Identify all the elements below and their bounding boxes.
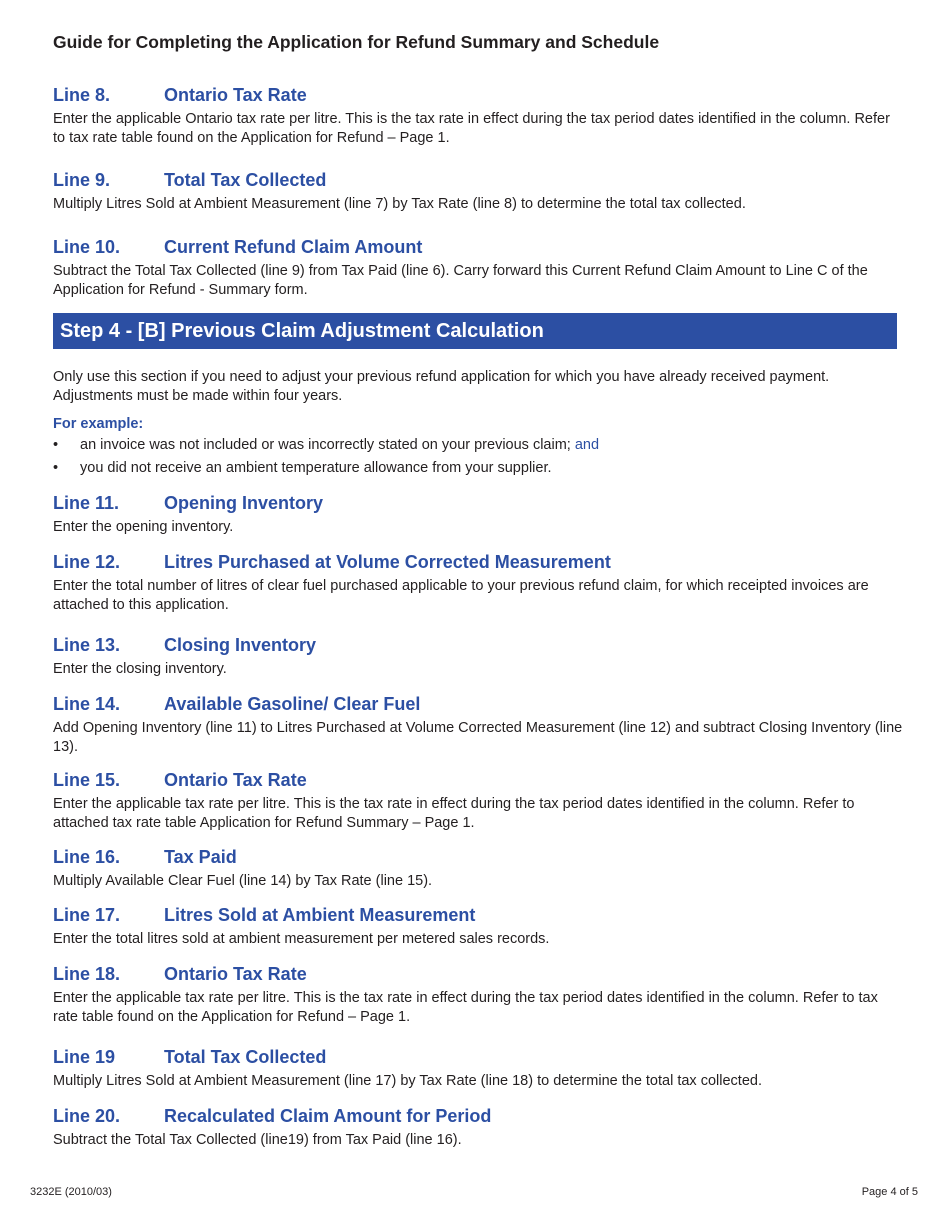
line-number: Line 14. (53, 694, 121, 714)
bullet-icon: • (53, 437, 59, 453)
line-description: Multiply Litres Sold at Ambient Measurement (line 7) by Tax Rate (line 8) to determine the total tax collected. (53, 196, 746, 212)
line-description: Enter the total litres sold at ambient measurement per metered sales records. (53, 931, 550, 947)
line-title: Total Tax Collected (164, 170, 327, 190)
list-item-suffix: and (570, 437, 600, 453)
line-heading (53, 1105, 903, 1127)
example-label: For example: (53, 416, 144, 432)
line-number: Line 8. (53, 85, 111, 105)
line-number: Line 9. (53, 170, 111, 190)
line-heading (53, 1046, 903, 1068)
line-9-section (53, 169, 903, 214)
line-heading (53, 904, 903, 926)
line-description: Add Opening Inventory (line 11) to Litres Purchased at Volume Corrected Measurement (line 12) and subtract Closing Inventory (line 13). (53, 720, 903, 755)
line-heading (53, 963, 903, 985)
line-number: Line 10. (53, 237, 121, 257)
line-18-section (53, 963, 903, 1027)
line-title: Litres Purchased at Volume Corrected Measurement (164, 552, 611, 572)
line-number: Line 19 (53, 1047, 116, 1067)
line-20-section (53, 1105, 903, 1150)
line-12-section (53, 551, 903, 615)
line-heading (53, 693, 903, 715)
example-list (53, 436, 903, 478)
line-14-section (53, 693, 903, 757)
line-title: Closing Inventory (164, 635, 317, 655)
line-19-section (53, 1046, 903, 1091)
list-item-text: an invoice was not included or was incorrectly stated on your previous claim; (80, 437, 571, 453)
line-10-section (53, 236, 903, 300)
line-heading (53, 84, 903, 106)
line-16-section (53, 846, 903, 891)
line-number: Line 15. (53, 770, 121, 790)
line-description: Subtract the Total Tax Collected (line 9) from Tax Paid (line 6). Carry forward this Current Refund Claim Amount to Line C of the Application for Refund - Summary form. (53, 263, 868, 298)
line-heading (53, 236, 903, 258)
line-13-section (53, 634, 903, 679)
line-title: Total Tax Collected (164, 1047, 327, 1067)
line-heading (53, 169, 903, 191)
line-17-section (53, 904, 903, 949)
line-description: Multiply Litres Sold at Ambient Measurement (line 17) by Tax Rate (line 18) to determine the total tax collected. (53, 1073, 762, 1089)
step-4-heading: Step 4 - [B] Previous Claim Adjustment Calculation (53, 313, 897, 349)
line-heading (53, 769, 903, 791)
line-number: Line 11. (53, 493, 120, 513)
line-description: Multiply Available Clear Fuel (line 14) by Tax Rate (line 15). (53, 873, 433, 889)
line-title: Ontario Tax Rate (164, 770, 307, 790)
line-number: Line 18. (53, 964, 121, 984)
step-4-intro (53, 364, 903, 406)
line-title: Ontario Tax Rate (164, 85, 307, 105)
line-number: Line 13. (53, 635, 121, 655)
line-description: Enter the closing inventory. (53, 661, 227, 677)
line-heading (53, 846, 903, 868)
line-description: Enter the applicable Ontario tax rate per litre. This is the tax rate in effect during the tax period dates identified in the column. Refer to tax rate table found on the Application for Refund – Page 1. (53, 111, 890, 146)
list-item (53, 459, 903, 478)
line-11-section (53, 492, 903, 537)
line-heading (53, 634, 903, 656)
line-title: Ontario Tax Rate (164, 964, 307, 984)
line-title: Litres Sold at Ambient Measurement (164, 905, 476, 925)
list-item-text: you did not receive an ambient temperature allowance from your supplier. (80, 460, 552, 476)
line-number: Line 20. (53, 1106, 121, 1126)
line-title: Tax Paid (164, 847, 237, 867)
line-description: Enter the opening inventory. (53, 519, 234, 535)
line-heading (53, 551, 903, 573)
line-title: Opening Inventory (164, 493, 324, 513)
line-title: Current Refund Claim Amount (164, 237, 423, 257)
form-id: 3232E (2010/03) (30, 1186, 112, 1198)
page-title: Guide for Completing the Application for Refund Summary and Schedule (53, 32, 660, 52)
line-15-section (53, 769, 903, 833)
line-8-section (53, 84, 903, 148)
line-description: Subtract the Total Tax Collected (line19) from Tax Paid (line 16). (53, 1132, 462, 1148)
intro-text: Only use this section if you need to adjust your previous refund application for which you have already received payment. Adjustments must be made within four years. (53, 369, 830, 404)
page-number: Page 4 of 5 (861, 1186, 918, 1198)
line-number: Line 16. (53, 847, 121, 867)
line-title: Available Gasoline/ Clear Fuel (164, 694, 421, 714)
line-number: Line 12. (53, 552, 121, 572)
bullet-icon: • (53, 460, 59, 476)
line-heading (53, 492, 903, 514)
list-item (53, 436, 903, 455)
example-section (53, 416, 903, 482)
line-number: Line 17. (53, 905, 121, 925)
line-description: Enter the applicable tax rate per litre. This is the tax rate in effect during the tax period dates identified in the column. Refer to tax rate table found on the Application for Refund – Page 1. (53, 990, 878, 1025)
line-title: Recalculated Claim Amount for Period (164, 1106, 492, 1126)
line-description: Enter the total number of litres of clear fuel purchased applicable to your previous refund claim, for which receipted invoices are attached to this application. (53, 578, 869, 613)
line-description: Enter the applicable tax rate per litre. This is the tax rate in effect during the tax period dates identified in the column. Refer to attached tax rate table Application for Refund Summary – Page 1. (53, 796, 855, 831)
